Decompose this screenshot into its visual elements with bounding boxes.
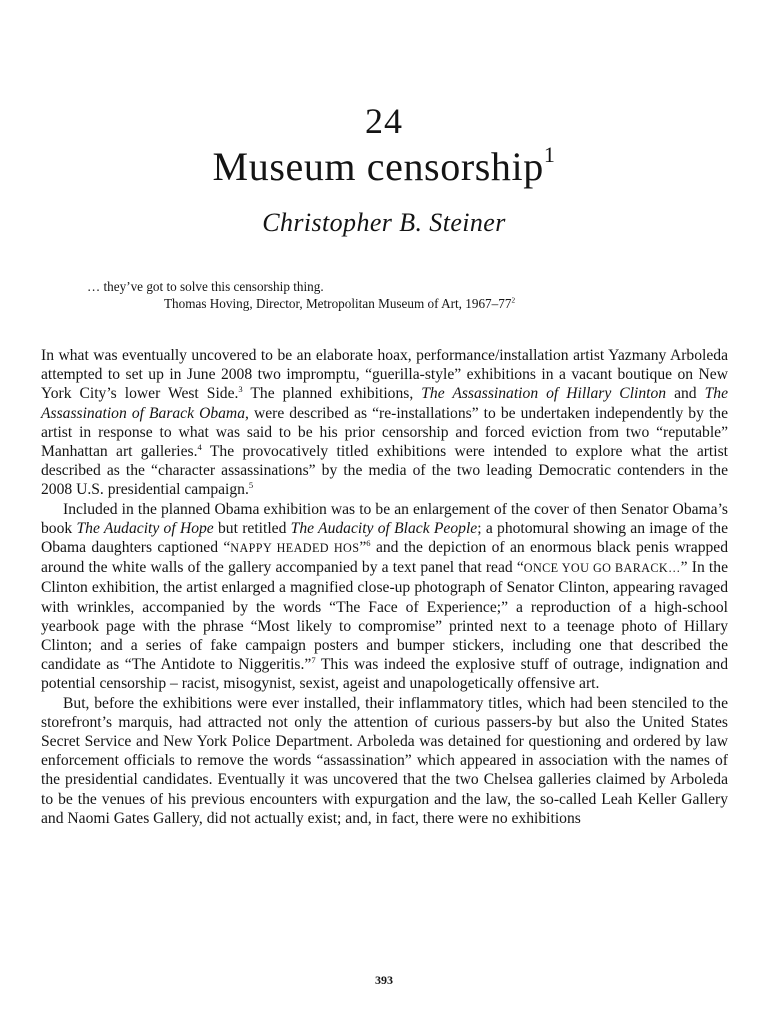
page-number: 393 (375, 973, 393, 987)
body-paragraph (41, 500, 728, 694)
text-run: The planned exhibitions, (242, 385, 422, 403)
text-run: but retitled (213, 519, 291, 537)
text-run: ; a photomural showing an image of the Obama daughters captioned “ (41, 519, 728, 557)
footnote-marker: 6 (366, 537, 371, 548)
italic-title: The Audacity of Black People (290, 519, 478, 537)
body-text (41, 346, 728, 828)
text-run: ” In the Clinton exhibition, the artist enlarged a magnified close-up photograph of Senator Clinton, appearing ravaged with wrinkles, accompanied by the words “The Face of Experience;” a reproduction of a high-school yearbook page with the phrase “Most likely to compromise” printed next to a teenage photo of Hillary Clinton; and a series of fake campaign posters and bumper stickers, including one that described the candidate as “The Antidote to Niggeritis.” (41, 559, 728, 674)
body-paragraph (41, 694, 728, 828)
footnote-marker: 5 (248, 480, 254, 491)
epigraph-source-note: 2 (511, 296, 516, 305)
italic-title: The Assassination of Hillary Clinton (421, 385, 667, 403)
chapter-author: Christopher B. Steiner (262, 208, 506, 237)
text-run: In what was eventually uncovered to be an elaborate hoax, performance/installation artist Yazmany Arboleda attempted to set up in June 2008 two impromptu, “guerilla-style” exhibitions in a vacant boutique on New York City’s lower West Side. (41, 347, 728, 403)
text-run: Included in the planned Obama exhibition was to be an enlargement of the cover of then Senator Obama’s book (41, 500, 728, 537)
text-run: and (666, 385, 705, 403)
chapter-title-text: Museum censorship (212, 144, 544, 189)
text-run: , were described as “re-installations” to be undertaken independently by the artist in response to what was said to be his prior censorship and forced eviction from two “reputable” Manhattan art galleries. (41, 404, 728, 461)
text-run: But, before the exhibitions were ever installed, their inflammatory titles, which had been stenciled to the storefront’s marquis, had attracted not only the attention of curious passers-by but also the United States Secret Service and New York Police Department. Arboleda was detained for questioning and ordered by law enforcement officials to remove the words “assassination” which appeared in association with the names of the presidential candidates. Eventually it was uncovered that the two Chelsea galleries claimed by Arboleda to be the venues of his previous encounters with expurgation and the law, the so-called Leah Keller Gallery and Naomi Gates Gallery, did not actually exist; and, in fact, there were no exhibitions (41, 694, 728, 827)
footnote-marker: 3 (238, 384, 243, 395)
epigraph-source (164, 295, 515, 312)
italic-title: The Audacity of Hope (76, 519, 214, 537)
chapter-number: 24 (365, 101, 403, 141)
chapter-title (0, 143, 768, 191)
italic-title: The Assassination of Barack Obama (41, 385, 728, 422)
small-caps-text: NAPPY HEADED HOS (230, 541, 360, 556)
small-caps-text: ONCE YOU GO BARACK… (523, 561, 681, 576)
footnote-marker: 7 (311, 655, 316, 666)
body-paragraph (41, 346, 728, 500)
text-run: The provocatively titled exhibitions were intended to explore what the artist described as the “character assassinations” by the media of the two leading Democratic contenders in the 2008 U.S. presidential campaign. (41, 443, 728, 499)
chapter-title-note: 1 (543, 142, 556, 168)
text-run: and the depiction of an enormous black penis wrapped around the white walls of the gallery accompanied by a text panel that read “ (41, 539, 729, 577)
epigraph-source-text: Thomas Hoving, Director, Metropolitan Museum of Art, 1967–77 (164, 296, 512, 311)
text-run: This was indeed the explosive stuff of outrage, indignation and potential censorship – racist, misogynist, sexist, ageist and unapologetically offensive art. (41, 656, 728, 693)
footnote-marker: 4 (197, 441, 202, 452)
epigraph-quote: … they’ve got to solve this censorship thing. (87, 279, 324, 294)
text-run: ” (359, 539, 367, 557)
